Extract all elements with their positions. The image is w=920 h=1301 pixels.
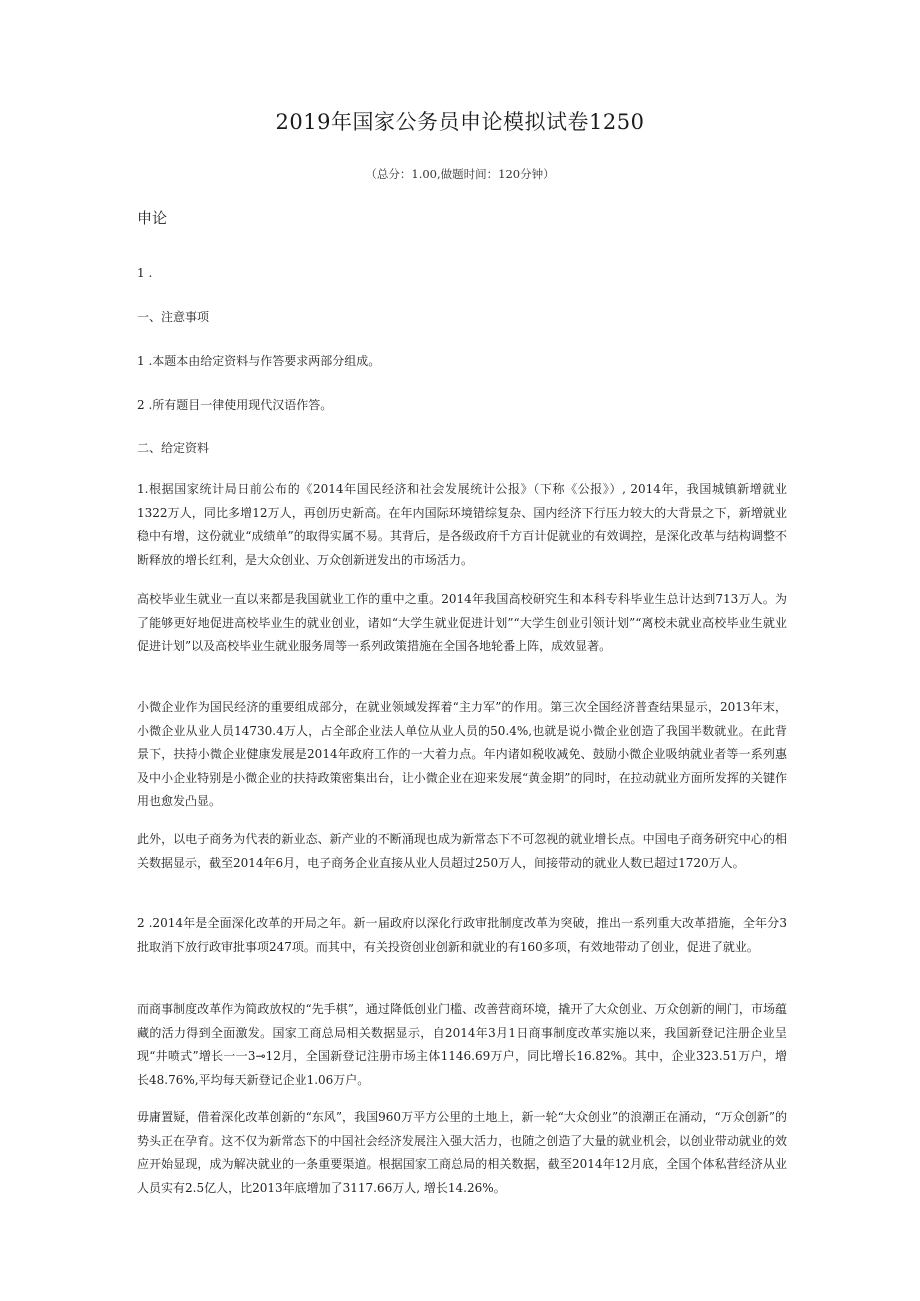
material-paragraph: 而商事制度改革作为简政放权的“先手棋”，通过降低创业门槛、改善营商环境，撬开了大众创业、万众创新的闸门，市场蕴藏的活力得到全面激发。国家工商总局相关数据显示，自2014年3月1日商事制度改革实施以来，我国新登记注册企业呈现“井喷式”增长一一3⊸12月，全国新登记注册市场主体1146.69万户，同比增长16.82%。其中，企业323.51万户，增长48.76%,平均每天新登记企业1.06万户。 xyxy=(137,1002,787,1087)
question-number: 1 . xyxy=(137,266,153,280)
material-paragraph: 小微企业作为国民经济的重要组成部分，在就业领域发挥着“主力军”的作用。第三次全国经济普查结果显示，2013年末，小微企业从业人员14730.4万人，占全部企业法人单位从业人员的50.4%,也就是说小微企业创造了我国半数就业。在此背景下，扶持小微企业健康发展是2014年政府工作的一大着力点。年内诸如税收减免、鼓励小微企业吸纳就业者等一系列惠及中小企业特别是小微企业的扶持政策密集出台，让小微企业在迎来发展“黄金期”的同时，在拉动就业方面所发挥的关键作用也愈发凸显。 xyxy=(137,700,787,809)
note-item: 2 .所有题目一律使用现代汉语作答。 xyxy=(137,398,333,412)
exam-info: （总分：1.00,做题时间：120分钟） xyxy=(365,167,555,181)
document-title: 2019年国家公务员申论模拟试卷1250 xyxy=(275,110,645,134)
material-paragraph: 1.根据国家统计局日前公布的《2014年国民经济和社会发展统计公报》（下称《公报》）, 2014年，我国城镇新增就业1322万人，同比多增12万人，再创历史新高。在年内国际环境错综复杂、国内经济下行压力较大的大背景之下，新增就业稳中有增，这份就业“成绩单”的取得实属不易。其背后，是各级政府千方百计促就业的有效调控，是深化改革与结构调整不断释放的增长红利，是大众创业、万众创新迸发出的市场活力。 xyxy=(137,482,787,567)
section-heading: 申论 xyxy=(137,209,168,227)
material-paragraph: 此外，以电子商务为代表的新业态、新产业的不断涌现也成为新常态下不可忽视的就业增长点。中国电子商务研究中心的相关数据显示，截至2014年6月，电子商务企业直接从业人员超过250万人，间接带动的就业人数已超过1720万人。 xyxy=(137,832,787,870)
material-paragraph: 高校毕业生就业一直以来都是我国就业工作的重中之重。2014年我国高校研究生和本科专科毕业生总计达到713万人。为了能够更好地促进高校毕业生的就业创业，诸如“大学生就业促进计划”“大学生创业引领计划”“离校未就业高校毕业生就业促进计划”以及高校毕业生就业服务周等一系列政策措施在全国各地轮番上阵，成效显著。 xyxy=(137,592,787,654)
notes-heading: 一、注意事项 xyxy=(137,310,210,324)
note-item: 1 .本题本由给定资料与作答要求两部分组成。 xyxy=(137,354,381,368)
materials-heading: 二、给定资料 xyxy=(137,441,210,455)
material-paragraph: 2 .2014年是全面深化改革的开局之年。新一届政府以深化行政审批制度改革为突破，推出一系列重大改革措施，全年分3批取消下放行政审批事项247项。而其中，有关投资创业创新和就业的有160多项，有效地带动了创业，促进了就业。 xyxy=(137,916,787,954)
material-paragraph: 毋庸置疑，借着深化改革创新的“东风”，我国960万平方公里的土地上，新一轮“大众创业”的浪潮正在涌动，“万众创新”的势头正在孕育。这不仅为新常态下的中国社会经济发展注入强大活力，也随之创造了大量的就业机会，以创业带动就业的效应开始显现，成为解决就业的一条重要渠道。根据国家工商总局的相关数据，截至2014年12月底，全国个体私营经济从业人员实有2.5亿人，比2013年底增加了3117.66万人, 增长14.26%。 xyxy=(137,1110,787,1195)
